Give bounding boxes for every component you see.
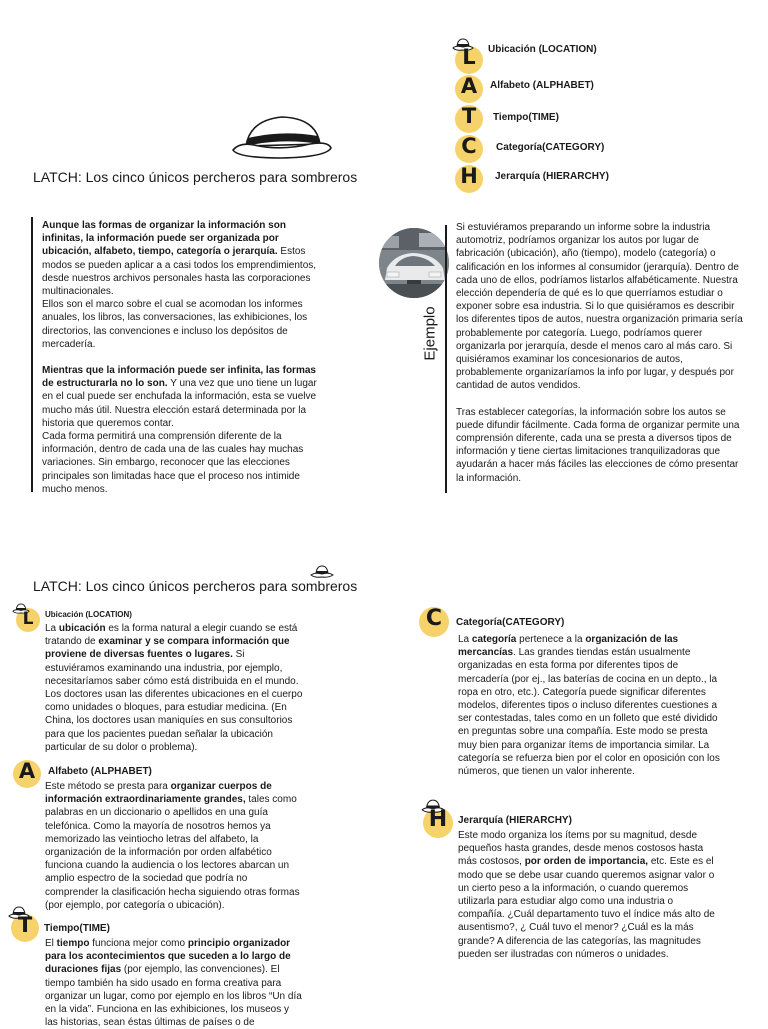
section-letter: A bbox=[18, 759, 36, 783]
intro-bold-1: Aunque las formas de organizar la información son infinitas, la información puede ser organizada por ubicación, alfabeto, tiempo, categoría o jerarquía. bbox=[42, 220, 286, 258]
bold-run: por orden de importancia, bbox=[524, 856, 649, 868]
latch-label-time: Tiempo(TIME) bbox=[493, 112, 559, 123]
intro-text bbox=[42, 219, 322, 496]
intro-rule bbox=[31, 217, 33, 492]
section-l-heading: Ubicación (LOCATION) bbox=[45, 610, 132, 619]
section-a-badge bbox=[13, 760, 41, 788]
text-run: funciona mejor como bbox=[89, 938, 188, 949]
section-h-badge bbox=[423, 808, 453, 838]
bold-run: tiempo bbox=[56, 938, 90, 949]
latch-index-c bbox=[455, 135, 483, 163]
bold-run: ubicación bbox=[58, 623, 106, 634]
latch-label-hierarchy: Jerarquía (HIERARCHY) bbox=[495, 171, 609, 182]
latch-letter: A bbox=[460, 74, 478, 98]
intro-text-2: Ellos son el marco sobre el cual se acomodan los informes anuales, los libros, las conversaciones, las exhibiciones, los directorios, las convenciones e incluso los depósitos de mercadería. bbox=[42, 299, 308, 350]
text-run: La bbox=[458, 634, 472, 645]
intro-bold-3: Mientras que la información puede ser infinita, las formas de estructurarla no lo son. bbox=[42, 365, 316, 390]
section-a-heading: Alfabeto (ALPHABET) bbox=[48, 766, 152, 777]
bold-run: organización de las mercancías bbox=[458, 634, 679, 659]
example-rule bbox=[445, 225, 447, 493]
page-title: LATCH: Los cinco únicos percheros para sombreros bbox=[33, 169, 358, 185]
text-run: pertenece a la bbox=[516, 634, 586, 645]
section-letter: C bbox=[425, 606, 443, 631]
section-t-badge bbox=[11, 914, 39, 942]
bold-run: organizar cuerpos de información extraordinariamente grandes, bbox=[45, 781, 272, 806]
latch-letter: C bbox=[461, 134, 477, 158]
section-c-badge bbox=[419, 607, 449, 637]
section-l-text bbox=[45, 622, 303, 754]
section-l-badge bbox=[16, 608, 40, 632]
example-text-2: Tras establecer categorías, la información sobre los autos se puede difundir fácilmente. Cada forma de organizar permite una comprensión diferente, cada una se presta a diversos tipos de información y tiene ciertas limitaciones tranquilizadoras que ayudarán a hacer más fáciles las elecciones de cómo presentar la información. bbox=[456, 406, 740, 484]
section-c-heading: Categoría(CATEGORY) bbox=[456, 617, 565, 628]
intro-text-4: Cada forma permitirá una comprensión diferente de la información, dentro de cada una de las cuales hay muchas variaciones. Sin embargo, reconocer que las elecciones principales son limitadas hace que el proceso nos intimide mucho menos. bbox=[42, 431, 304, 495]
text-run: El bbox=[45, 938, 57, 949]
example-text-1: Si estuviéramos preparando un informe sobre la industria automotriz, podríamos organizar los autos por lugar de fabricación (ubicación), año (tiempo), modelo (categoría) o calificación en los informes al consumidor (jerarquía). Dentro de cada uno de ellos, podríamos listarlos alfabéticamente. Nuestra elección dependería de qué es lo que querríamos estudiar o exponer sobre esa industria. Si lo que quisiéramos es describir los diferentes tipos de autos, nuestra organización primaria sería probablemente por categoría. Luego, podríamos querer organizarla por jerarquía, desde el menos caro al más caro. Si quisiéramos examinar los concesionarios de autos, probablemente organizaríamos la info por lugar, y después por cantidad de autos vendidos. bbox=[456, 222, 743, 392]
intro-text-1: Estos modos se pueden aplicar a a casi todos los emprendimientos, desde nuestros archivos personales hasta las corporaciones multinacionales. bbox=[42, 246, 317, 298]
section-a-text bbox=[45, 780, 303, 912]
section-letter: L bbox=[22, 609, 34, 629]
section-c-text bbox=[458, 633, 720, 778]
latch-label-alphabet: Alfabeto (ALPHABET) bbox=[490, 80, 594, 91]
text-run: Si estuviéramos examinando una industria, por ejemplo, necesitaríamos saber cómo está distribuida en el mundo. Los doctores usan las diferentes ubicaciones en el cuerpo como unidades o bloques, para estudiar medicina. (En China, los doctores usan maniquíes en sus consultorios para que los pacientes puedan señalar la ubicación particular de su dolor o problema). bbox=[45, 649, 303, 753]
car-photo bbox=[379, 228, 449, 298]
section-h-text bbox=[458, 829, 720, 961]
latch-index bbox=[0, 0, 768, 200]
bold-run: principio organizador para los acontecimientos que suceden a lo largo de duraciones fijas bbox=[45, 938, 291, 976]
section-letter: H bbox=[428, 807, 448, 832]
latch-letter: L bbox=[462, 45, 476, 69]
section-letter: T bbox=[17, 913, 33, 937]
latch-index-t bbox=[455, 105, 483, 133]
section-t-text bbox=[45, 937, 303, 1029]
text-run: (por ejemplo, las convenciones). El tiempo también ha sido usado en forma creativa para organizar un lugar, como por ejemplo en los libros “Un día en la vida”. Funciona en las exhibiciones, los museos y las historias, sean éstas últimas de países o de bbox=[45, 964, 302, 1029]
intro-text-3: Y una vez que uno tiene un lugar en el cual puede ser enchufada la información, esta se vuelve mucho más útil. Nuestra elección estará determinada por la historia que queremos contar. bbox=[42, 378, 317, 429]
text-run: es la forma natural a elegir cuando se está tratando de bbox=[45, 623, 298, 648]
section-h-heading: Jerarquía (HIERARCHY) bbox=[458, 815, 572, 826]
latch-letter: T bbox=[461, 104, 477, 128]
text-run: etc. Este es el modo que se debe usar cuando queremos asignar valor o un cierto peso a la información, o cuando queremos utilizarla para estudiar algo como una industria o compañía. ¿Cuál departamento tuvo el índice más alto de ausentismo?, ¿ Cuál tuvo el menor? ¿Cuál es la más grande? A diferencia de las categorías, las magnitudes pueden ser ilustradas con números o unidades. bbox=[458, 856, 715, 960]
section-t-heading: Tiempo(TIME) bbox=[44, 923, 110, 934]
latch-index-l bbox=[455, 46, 483, 74]
example-side-label: Ejemplo bbox=[421, 306, 439, 361]
text-run: . Las grandes tiendas están usualmente organizadas en esta forma por diferentes tipos de mercadería (por ej., las baterías de cocina en un depto., la ropa en otro, etc.). Categoría puede significar diferentes modelos, diferentes tipos o incluso diferentes cuestiones a ser contestadas, tales como en un folleto que esté dividido en preguntas sobre una compañía. Este modo se presta muy bien para organizar ítems de importancia similar. La categoría se refuerza bien por el color en oposición con los números, que tienen un valor inherente. bbox=[458, 647, 720, 778]
latch-label-category: Categoría(CATEGORY) bbox=[496, 142, 605, 153]
latch-index-h bbox=[455, 165, 483, 193]
example-text bbox=[456, 221, 744, 485]
latch-index-a bbox=[455, 75, 483, 103]
hat-icon bbox=[310, 564, 334, 583]
text-run: tales como palabras en un diccionario o apellidos en una guía telefónica. Como la mayoría de nosotros hemos ya memorizado las veintiocho letras del alfabeto, la organización de la información por orden alfabético funciona cuando la audiencia o los lectores abarcan un amplio espectro de la sociedad que podría no comprender la clasificación hecha siguiendo otras formas (por ejemplo, por categoría o ubicación). bbox=[45, 794, 300, 911]
section-title: LATCH: Los cinco únicos percheros para sombreros bbox=[33, 578, 358, 594]
text-run: La bbox=[45, 623, 59, 634]
bold-run: examinar y se compara información que proviene de diversas fuentes o lugares. bbox=[45, 636, 290, 661]
text-run: Este método se presta para bbox=[45, 781, 171, 792]
latch-letter: H bbox=[460, 164, 478, 188]
bold-run: categoría bbox=[471, 634, 517, 645]
latch-label-location: Ubicación (LOCATION) bbox=[488, 44, 597, 55]
text-run: Este modo organiza los ítems por su magnitud, desde pequeños hasta grandes, desde menos costosos hasta más costosos, bbox=[458, 830, 704, 868]
